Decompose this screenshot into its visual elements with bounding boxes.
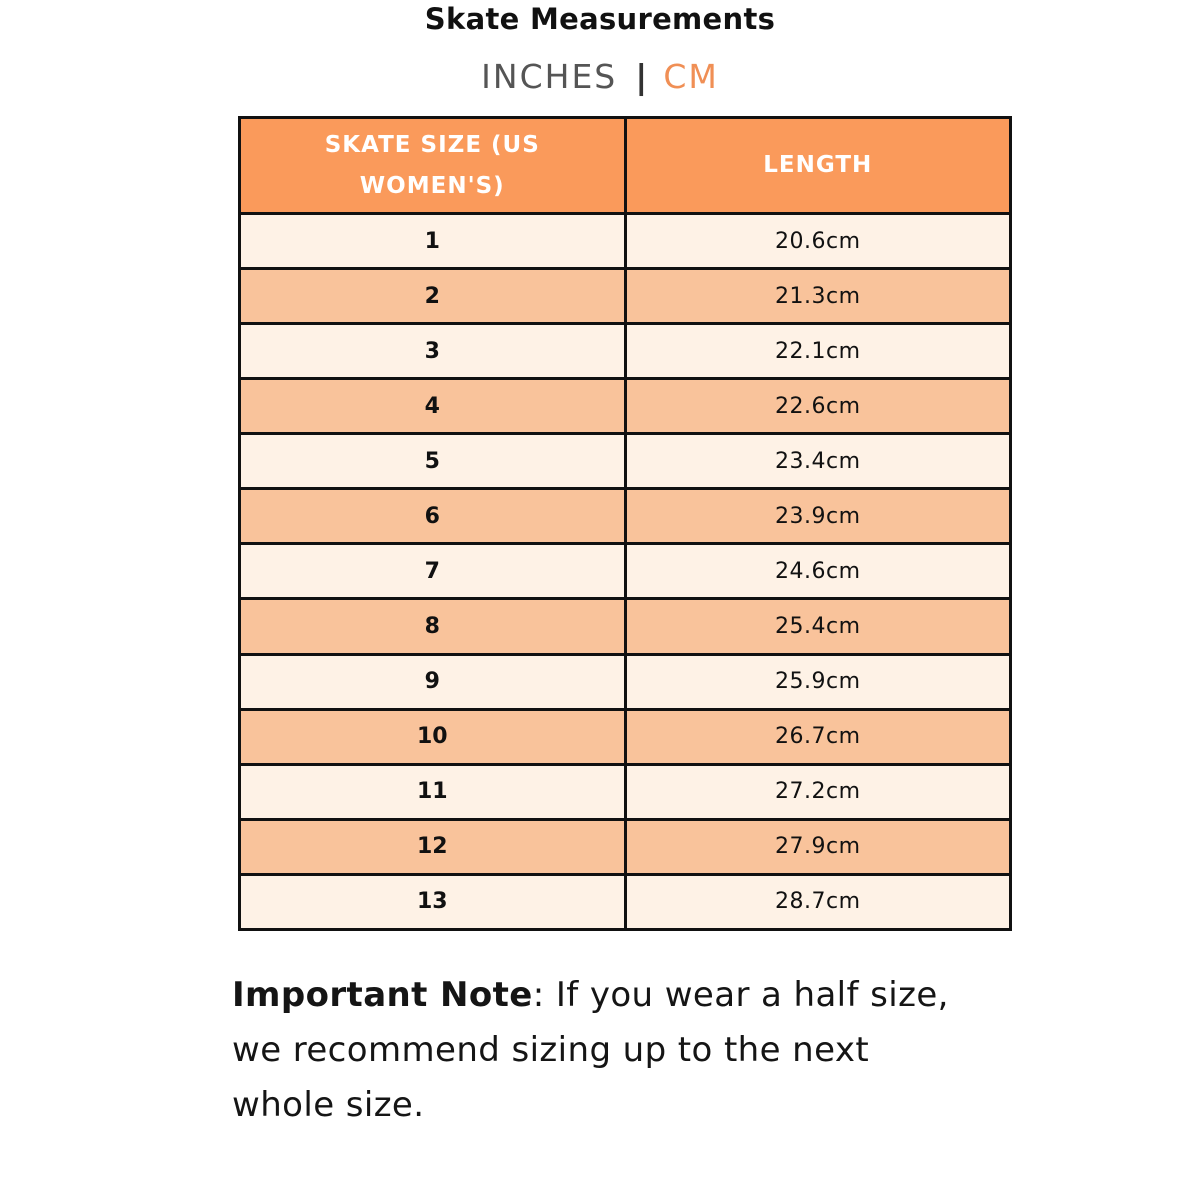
skate-size-cell: 7 [240,544,626,599]
table-row [240,819,1011,874]
table-row [240,599,1011,654]
skate-size-cell: 9 [240,654,626,709]
skate-size-cell: 4 [240,379,626,434]
table-row [240,434,1011,489]
unit-separator: | [635,57,650,96]
skate-size-cell: 2 [240,269,626,324]
length-cell: 28.7cm [625,874,1011,929]
note-text: : If you wear a half size, we recommend sizing up to the next whole size. [232,975,949,1125]
table-row [240,874,1011,929]
length-cell: 23.9cm [625,489,1011,544]
unit-toggle [0,55,1200,99]
length-cell: 22.1cm [625,324,1011,379]
page-title: Skate Measurements [424,2,776,36]
note-label: Important Note [232,975,533,1015]
cm-toggle[interactable]: CM [663,57,719,96]
size-table [238,116,1012,931]
skate-size-cell: 10 [240,709,626,764]
table-row [240,214,1011,269]
table-row [240,324,1011,379]
table-row [240,764,1011,819]
table-row [240,544,1011,599]
table-row [240,379,1011,434]
table-body [240,214,1011,930]
length-cell: 27.9cm [625,819,1011,874]
skate-size-cell: 11 [240,764,626,819]
header-length: LENGTH [625,118,1011,214]
length-cell: 23.4cm [625,434,1011,489]
length-cell: 25.4cm [625,599,1011,654]
length-cell: 25.9cm [625,654,1011,709]
skate-size-cell: 8 [240,599,626,654]
length-cell: 24.6cm [625,544,1011,599]
length-cell: 26.7cm [625,709,1011,764]
length-cell: 21.3cm [625,269,1011,324]
inches-toggle[interactable]: INCHES [481,57,618,96]
important-note [232,968,972,1133]
length-cell: 27.2cm [625,764,1011,819]
skate-size-cell: 13 [240,874,626,929]
table-row [240,489,1011,544]
skate-size-cell: 5 [240,434,626,489]
table-row [240,654,1011,709]
table-row [240,269,1011,324]
table-row [240,709,1011,764]
skate-size-cell: 3 [240,324,626,379]
skate-size-cell: 12 [240,819,626,874]
length-cell: 22.6cm [625,379,1011,434]
skate-size-cell: 1 [240,214,626,269]
header-skate-size: SKATE SIZE (US WOMEN'S) [240,118,626,214]
length-cell: 20.6cm [625,214,1011,269]
table-header-row [240,118,1011,214]
skate-size-cell: 6 [240,489,626,544]
